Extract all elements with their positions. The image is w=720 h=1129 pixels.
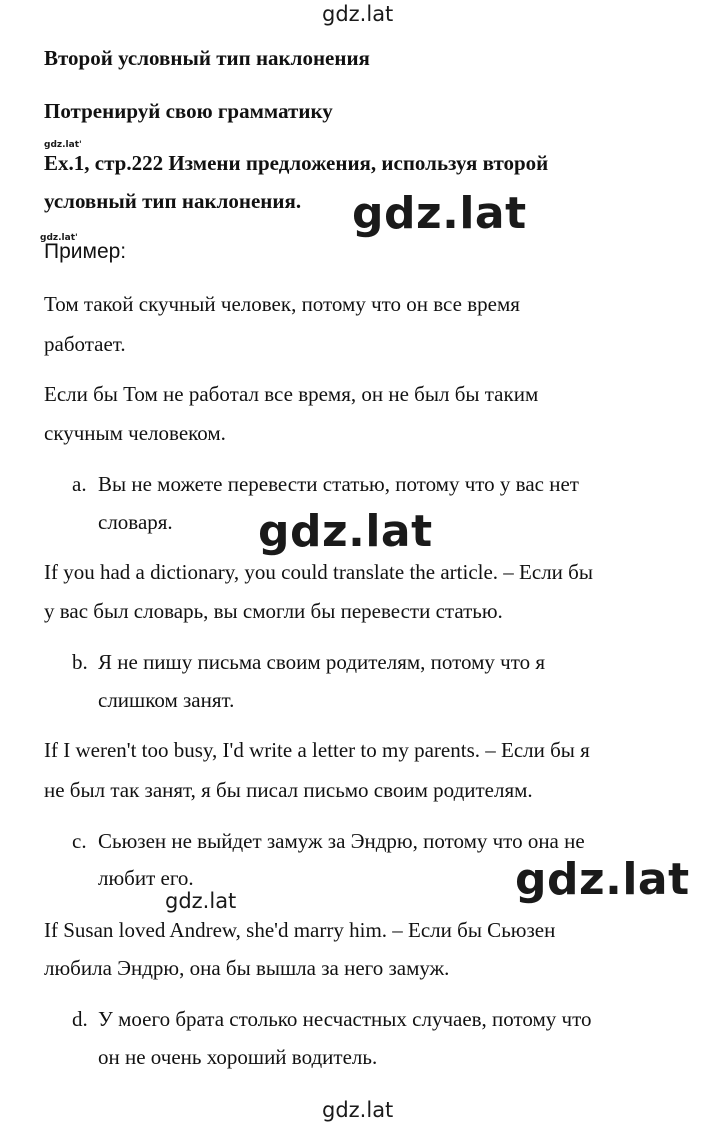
item-c-answer-1: If Susan loved Andrew, she'd marry him. – Если бы Сьюзен (44, 918, 556, 942)
item-b-answer-1: If I weren't too busy, I'd write a letter to my parents. – Если бы я (44, 738, 590, 762)
example-line-4: скучным человеком. (44, 421, 226, 445)
heading-title: Второй условный тип наклонения (44, 46, 370, 70)
item-b-question-2: слишком занят. (98, 688, 235, 712)
item-a-question-1: Вы не можете перевести статью, потому что у вас нет (98, 472, 579, 496)
exercise-line-1: Ex.1, стр.222 Измени предложения, используя второй (44, 151, 549, 175)
watermark-tiny-2: gdz.lat' (40, 233, 78, 243)
item-marker-d: d. (72, 1007, 88, 1031)
watermark-large-3: gdz.lat (515, 854, 690, 905)
watermark-mid: gdz.lat (165, 889, 237, 913)
item-c-question-2: любит его. (98, 866, 194, 887)
watermark-top: gdz.lat (322, 2, 394, 26)
example-label: Пример: (44, 240, 127, 263)
item-a-answer-1: If you had a dictionary, you could translate the article. – Если бы (44, 560, 593, 584)
example-line-2: работает. (44, 332, 126, 356)
example-line-1: Том такой скучный человек, потому что он все время (44, 292, 520, 316)
example-line-3: Если бы Том не работал все время, он не был бы таким (44, 382, 539, 406)
watermark-large-2: gdz.lat (258, 506, 433, 557)
item-a-answer-2: у вас был словарь, вы смогли бы перевести статью. (44, 599, 503, 623)
exercise-line-2: условный тип наклонения. (44, 189, 302, 213)
watermark-large-1: gdz.lat (352, 188, 527, 239)
item-marker-c: c. (72, 829, 87, 853)
item-b-question-1: Я не пишу письма своим родителям, потому что я (98, 650, 546, 674)
item-c-answer-2: любила Эндрю, она бы вышла за него замуж. (44, 956, 450, 980)
watermark-tiny-1: gdz.lat' (44, 140, 82, 150)
item-b-answer-2: не был так занят, я бы писал письмо своим родителям. (44, 778, 533, 802)
heading-subtitle: Потренируй свою грамматику (44, 99, 333, 123)
item-d-question-1: У моего брата столько несчастных случаев, потому что (98, 1007, 592, 1031)
item-c-question-1: Сьюзен не выйдет замуж за Эндрю, потому что она не (98, 829, 585, 853)
item-marker-b: b. (72, 650, 88, 674)
watermark-bottom: gdz.lat (322, 1098, 394, 1122)
item-marker-a: a. (72, 472, 87, 496)
item-a-question-2: словаря. (98, 510, 173, 534)
item-d-question-2: он не очень хороший водитель. (98, 1045, 378, 1069)
